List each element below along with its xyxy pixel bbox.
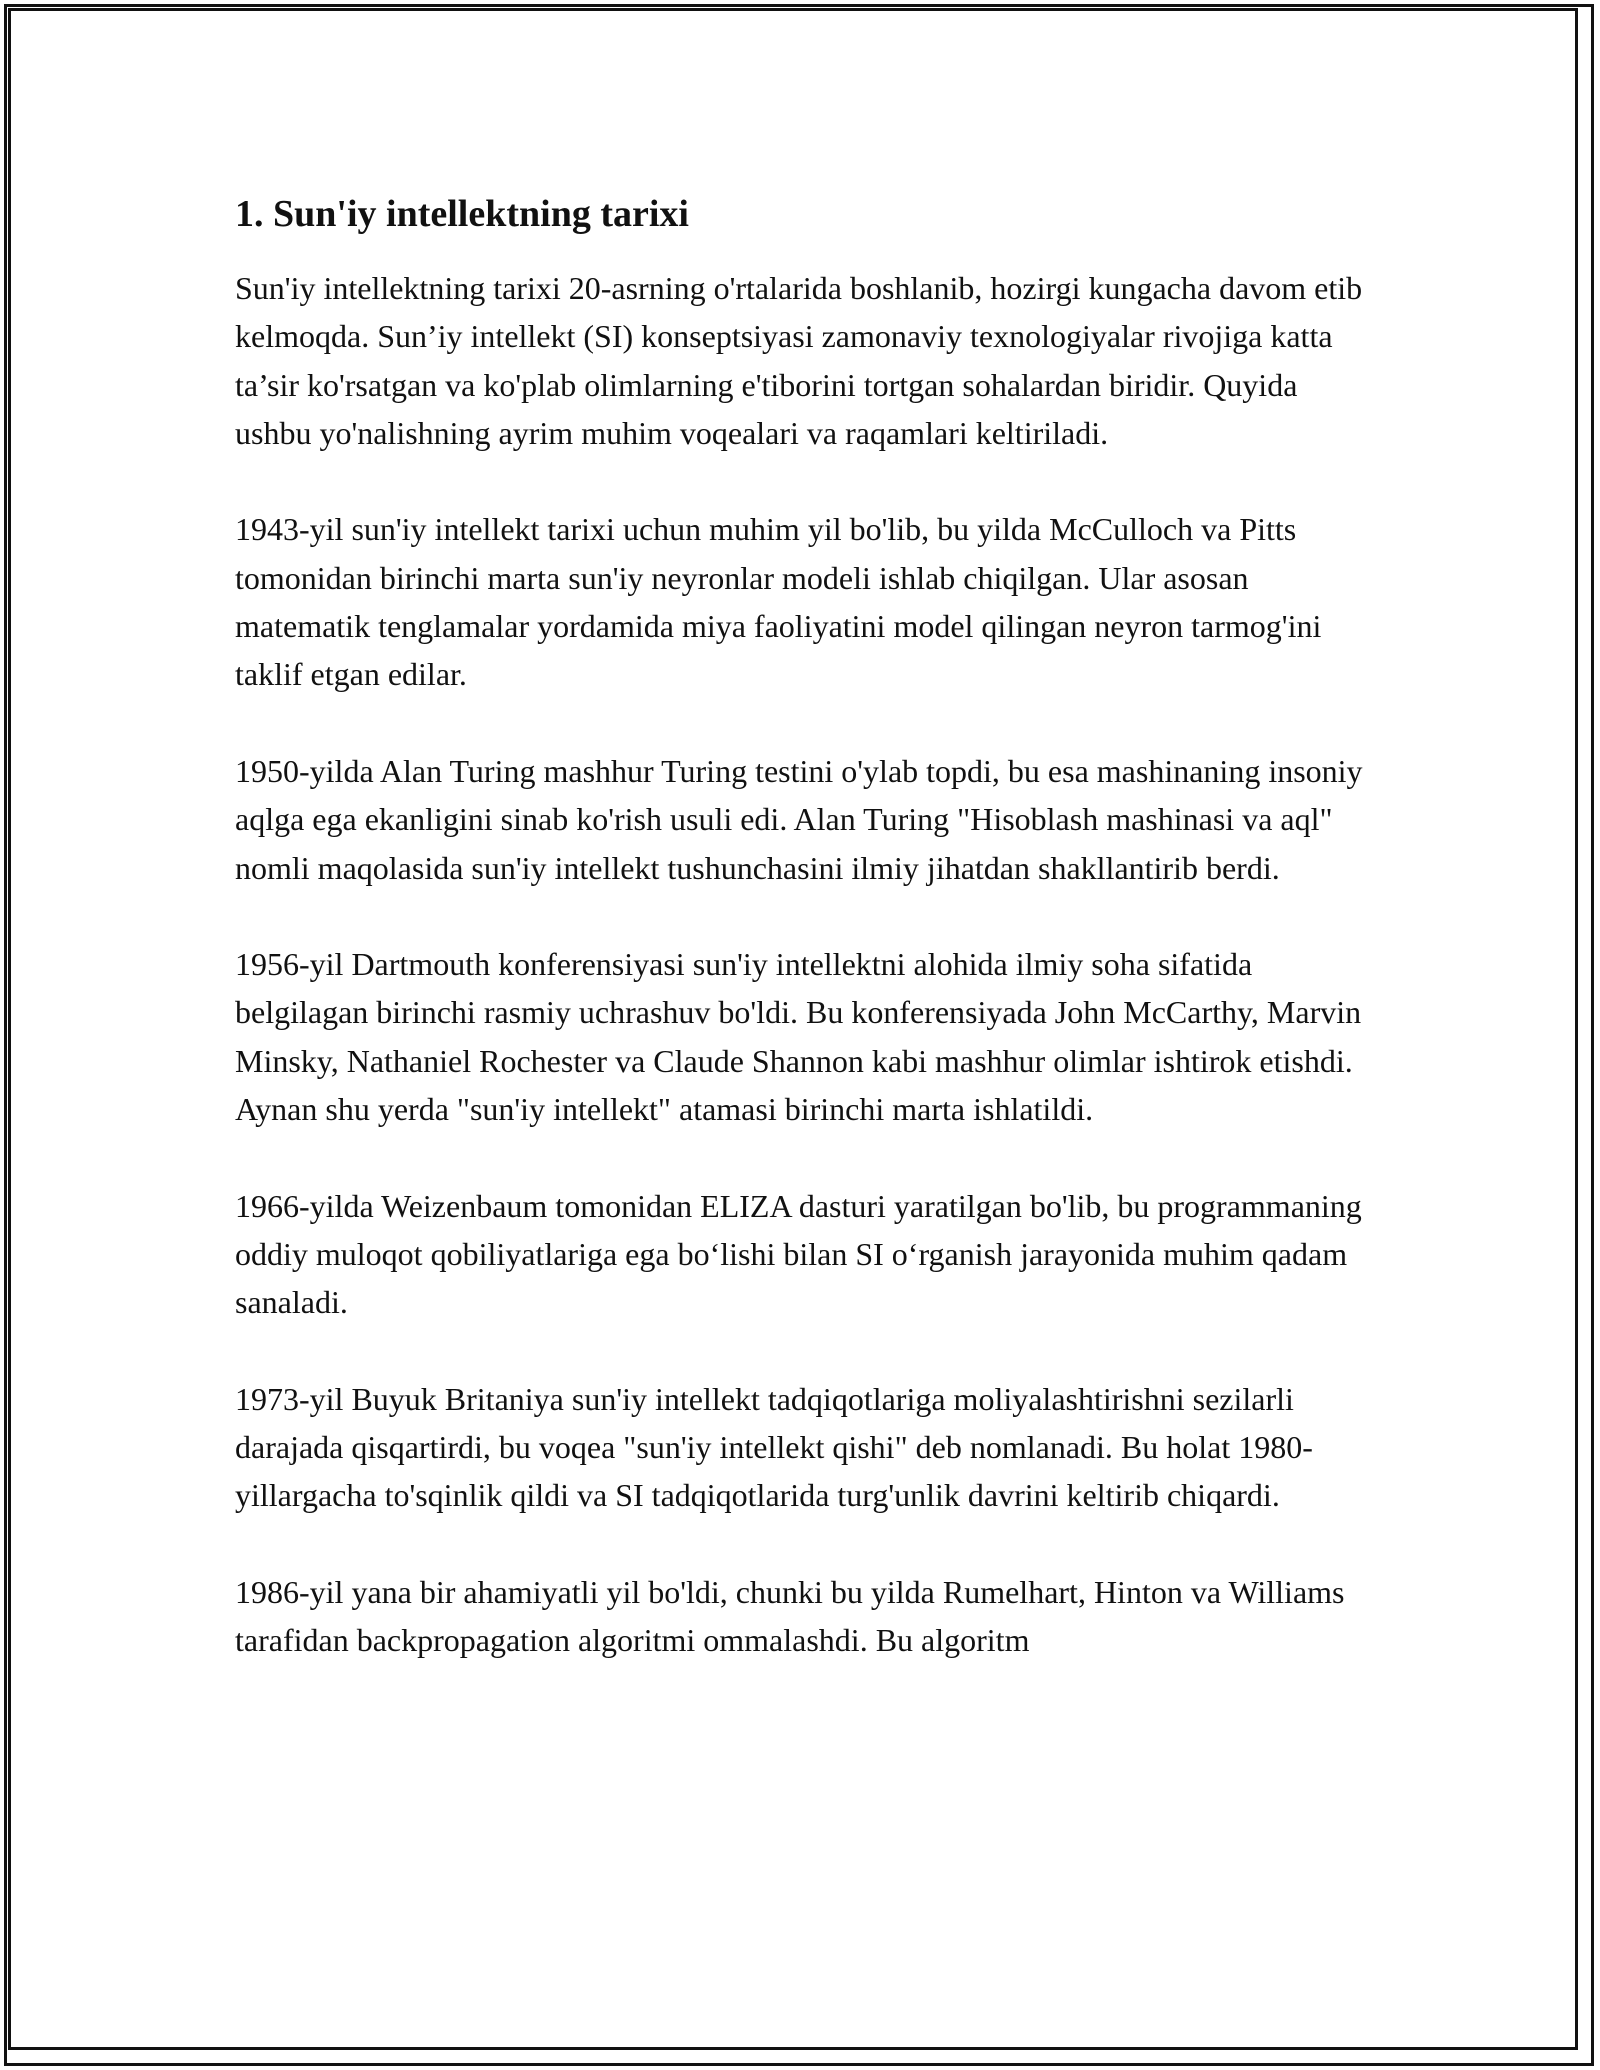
paragraph-1966: 1966-yilda Weizenbaum tomonidan ELIZA dasturi yaratilgan bo'lib, bu programmaning oddiy muloqot qobiliyatlariga ega bo‘lishi bilan SI o‘rganish jarayonida muhim qadam sanaladi. xyxy=(235,1187,1362,1321)
paragraph-1956: 1956-yil Dartmouth konferensiyasi sun'iy intellektni alohida ilmiy soha sifatida belgilagan birinchi rasmiy uchrashuv bo'ldi. Bu konferensiyada John McCarthy, Marvin Minsky, Nathaniel Rochester va Claude Shannon kabi mashhur olimlar ishtirok etishdi. Aynan shu yerda "sun'iy intellekt" atamasi birinchi marta ishlatildi. xyxy=(235,946,1362,1128)
page-title: 1. Sun'iy intellektning tarixi xyxy=(235,193,689,235)
paragraph-1986: 1986-yil yana bir ahamiyatli yil bo'ldi, chunki bu yilda Rumelhart, Hinton va Williams tarafidan backpropagation algoritmi ommalashdi. Bu algoritm xyxy=(235,1574,1345,1659)
paragraph-intro: Sun'iy intellektning tarixi 20-asrning o'rtalarida boshlanib, hozirgi kungacha davom etib kelmoqda. Sun’iy intellekt (SI) konseptsiyasi zamonaviy texnologiyalar rivojiga katta ta’sir ko'rsatgan va ko'plab olimlarning e'tiborini tortgan sohalardan biridir. Quyida ushbu yo'nalishning ayrim muhim voqealari va raqamlari keltiriladi. xyxy=(235,270,1363,451)
document-body xyxy=(235,190,1375,1713)
paragraph-1973: 1973-yil Buyuk Britaniya sun'iy intellekt tadqiqotlariga moliyalashtirishni sezilarli darajada qisqartirdi, bu voqea "sun'iy intellekt qishi" deb nomlanadi. Bu holat 1980-yillargacha to'sqinlik qildi va SI tadqiqotlarida turg'unlik davrini keltirib chiqardi. xyxy=(235,1380,1313,1514)
paragraph-1950: 1950-yilda Alan Turing mashhur Turing testini o'ylab topdi, bu esa mashinaning insoniy aqlga ega ekanligini sinab ko'rish usuli edi. Alan Turing "Hisoblash mashinasi va aql" nomli maqolasida sun'iy intellekt tushunchasini ilmiy jihatdan shakllantirib berdi. xyxy=(235,752,1363,886)
paragraph-1943: 1943-yil sun'iy intellekt tarixi uchun muhim yil bo'lib, bu yilda McCulloch va Pitts tomonidan birinchi marta sun'iy neyronlar modeli ishlab chiqilgan. Ular asosan matematik tenglamalar yordamida miya faoliyatini model qilingan neyron tarmog'ini taklif etgan edilar. xyxy=(235,511,1322,693)
